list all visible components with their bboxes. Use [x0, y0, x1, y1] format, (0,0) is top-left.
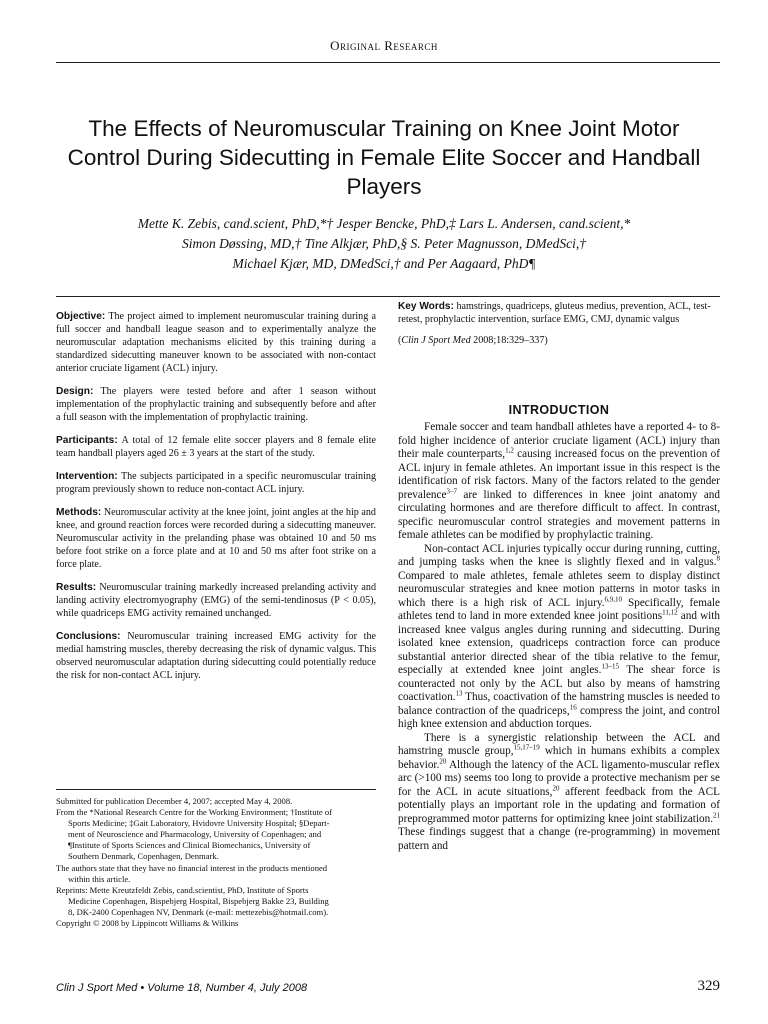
affiliation-line: ment of Neuroscience and Pharmacology, University of Copenhagen; and	[68, 829, 322, 840]
text-run: Specifically, female athletes tend to land in more extended knee joint positions	[398, 596, 720, 622]
text-run: compress the joint, and control high knee extension and abduction torques.	[398, 704, 720, 730]
paragraph	[398, 421, 720, 543]
abstract-end-rule	[56, 789, 376, 790]
text-run: causing increased focus on the prevention of ACL injury in female athletes. An important issue in this respect is the identification of risk factors. Many of the factors related to the gender prevalence	[398, 448, 720, 501]
abstract-text: The players were tested before and after 1 season without implementation of the prophylactic training and subsequently before and after a full season with the implementation of prophylactic training.	[56, 386, 377, 423]
introduction-body	[398, 421, 720, 853]
text-run: These findings suggest that a change (re-programming) in movement pattern and	[398, 826, 720, 852]
abstract-label: Methods:	[56, 507, 102, 518]
citation-ref: 8	[716, 554, 720, 563]
citation-ref: 6,9,10	[604, 594, 622, 603]
copyright-note: Copyright © 2008 by Lippincott Williams & Wilkins	[56, 918, 239, 929]
keywords-text: hamstrings, quadriceps, gluteus medius, prevention, ACL, test-retest, prophylactic intervention, surface EMG, CMJ, dynamic valgus	[398, 301, 711, 325]
citation-ref: 20	[552, 783, 560, 792]
article-title: The Effects of Neuromuscular Training on Knee Joint Motor Control During Sidecutting in Female Elite Soccer and Handball Players	[67, 116, 701, 199]
abstract-participants	[56, 434, 376, 460]
citation-ref: 13–15	[601, 662, 619, 671]
author-line: Mette K. Zebis, cand.scient, PhD,*† Jesper Bencke, PhD,‡ Lars L. Andersen, cand.scient,*	[137, 216, 631, 231]
abstract-intervention	[56, 470, 376, 496]
reprints-note: Medicine Copenhagen, Bispebjerg Hospital, Bispebjerg Bakke 23, Building	[68, 895, 329, 906]
abstract-text: Neuromuscular training increased EMG activity for the medial hamstring muscles, thereby decreasing the risk of dynamic valgus. This observed neuromuscular adaptation during sidecutting could potentially reduce the risk for non-contact ACL injury.	[56, 631, 377, 681]
keywords-block	[398, 300, 720, 347]
interest-note: within this article.	[68, 873, 131, 884]
citation-journal: Clin J Sport Med	[401, 335, 471, 346]
abstract-label: Conclusions:	[56, 631, 121, 642]
text-run: Although the latency of the ACL ligamento-muscular reflex arc (>100 ms) seems too long to provide a protective mechanism per se for the ACL in acute situations,	[398, 758, 720, 798]
text-run: There is a synergistic relationship between the ACL and hamstring muscle group,	[398, 731, 720, 757]
abstract-text: The project aimed to implement neuromuscular training during a full soccer and handball league season and to experimentally analyze the neuromuscular adaptation mechanisms elicited by this training during a standardized sidecutting maneuver known to be associated with non-contact anterior cruciate ligament (ACL) injury.	[56, 311, 377, 374]
title-rule	[56, 296, 720, 297]
section-label: Original Research	[330, 38, 438, 53]
abstract-text: A total of 12 female elite soccer players and 8 female elite team handball players aged 26 ± 3 years at the start of the study.	[56, 435, 376, 459]
abstract-label: Objective:	[56, 311, 106, 322]
abstract-label: Participants:	[56, 435, 118, 446]
citation-ref: 11,12	[662, 608, 678, 617]
abstract-objective	[56, 310, 376, 375]
interest-note: The authors state that they have no financial interest in the products mentioned	[56, 862, 328, 873]
text-run: The shear force is counteracted not only by the ACL but also by means of hamstring coactivation.	[398, 664, 720, 703]
abstract-text: The subjects participated in a specific neuromuscular training program previously shown to reduce non-contact ACL injury.	[56, 471, 377, 495]
citation-details: 2008;18:329–337)	[473, 335, 548, 346]
citation: (Clin J Sport Med 2008;18:329–337)	[398, 335, 548, 346]
paragraph	[398, 732, 720, 854]
abstract-results	[56, 581, 376, 620]
page-number: 329	[697, 978, 720, 994]
abstract-design	[56, 385, 376, 424]
citation-ref: 1,2	[505, 446, 514, 455]
reprints-note: Reprints: Mette Kreutzfeldt Zebis, cand.scientist, PhD, Institute of Sports	[56, 884, 309, 895]
affiliation-line: From the *National Research Centre for the Working Environment; †Institute of	[56, 807, 332, 818]
reprints-note: 8, DK-2400 Copenhagen NV, Denmark (e-mail: mettezebis@hotmail.com).	[68, 906, 329, 917]
text-run: which in humans exhibits a complex behavior.	[398, 745, 720, 771]
author-line: Michael Kjær, MD, DMedSci,† and Per Aagaard, PhD¶	[232, 256, 536, 271]
keywords	[398, 300, 720, 326]
abstract	[56, 310, 376, 692]
text-run: Thus, coactivation of the hamstring muscles is needed to balance contraction of the quadriceps,	[398, 691, 720, 717]
text-run: are linked to differences in knee joint anatomy and circulating hormones and are therefore difficult to affect. In contrast, specific neuromuscular control strategies and movement patterns in female athletes can be modified by prophylactic training.	[398, 488, 720, 541]
abstract-label: Results:	[56, 582, 97, 593]
paragraph	[398, 543, 720, 732]
submitted-note: Submitted for publication December 4, 2007; accepted May 4, 2008.	[56, 796, 293, 806]
abstract-text: Neuromuscular activity at the knee joint, joint angles at the hip and knee, and ground reaction forces were recorded during a sidecutting maneuver. Neuromuscular activity in the prelanding phase was obtained 10 and 50 ms before foot strike on a force plate and at 10 and 50 ms after foot strike on a force plate.	[56, 507, 376, 570]
abstract-text: Neuromuscular training markedly increased prelanding activity and landing activity electromyography (EMG) of the semi-tendinosus (P < 0.05), while quadriceps EMG activity remained unchanged.	[56, 582, 376, 619]
abstract-conclusions	[56, 630, 376, 682]
affiliation-line: Southern Denmark, Copenhagen, Denmark.	[68, 851, 219, 862]
introduction-heading: INTRODUCTION	[508, 403, 610, 417]
text-run: Female soccer and team handball athletes have a reported 4- to 8-fold higher incidence of anterior cruciate ligament (ACL) injury than their male counterparts,	[398, 421, 720, 460]
citation-ref: 15,17–19	[513, 743, 540, 752]
text-run: afferent feedback from the ACL potentially plays an important role in the updating and formation of preprogrammed motor patterns for optimizing knee joint stabilization.	[398, 785, 720, 825]
keywords-label: Key Words:	[398, 301, 454, 312]
text-run: Compared to male athletes, female athletes seem to display distinct neuromuscular strategies and knee motion patterns in motor tasks in which there is a high risk of ACL injury.	[398, 569, 720, 609]
author-line: Simon Døssing, MD,† Tine Alkjær, PhD,§ S. Peter Magnusson, DMedSci,†	[182, 236, 586, 251]
affiliation-line: Sports Medicine; ‡Gait Laboratory, Hvidovre University Hospital; §Depart-	[68, 818, 330, 829]
text-run: and with increased knee valgus angles during running and sidecutting. During isolated knee extension, quadriceps contraction force can produce substantial anterior directed shear of the tibia relative to the femur, especially at extended knee joint angles.	[398, 610, 720, 676]
citation-ref: 13	[455, 689, 463, 698]
author-list	[60, 214, 708, 274]
article-notes	[56, 796, 376, 929]
header-rule	[56, 62, 720, 63]
citation-ref: 21	[713, 810, 720, 819]
citation-ref: 20	[439, 756, 447, 765]
abstract-methods	[56, 506, 376, 571]
affiliation-line: ¶Institute of Sports Sciences and Clinical Biomechanics, University of	[68, 840, 311, 851]
citation-ref: 3–7	[446, 486, 457, 495]
footer-journal: Clin J Sport Med • Volume 18, Number 4, July 2008	[56, 982, 308, 994]
abstract-label: Intervention:	[56, 471, 118, 482]
citation-ref: 16	[569, 702, 577, 711]
abstract-label: Design:	[56, 386, 94, 397]
text-run: Non-contact ACL injuries typically occur during running, cutting, and jumping tasks when the knee is slightly flexed and in valgus.	[398, 542, 720, 568]
